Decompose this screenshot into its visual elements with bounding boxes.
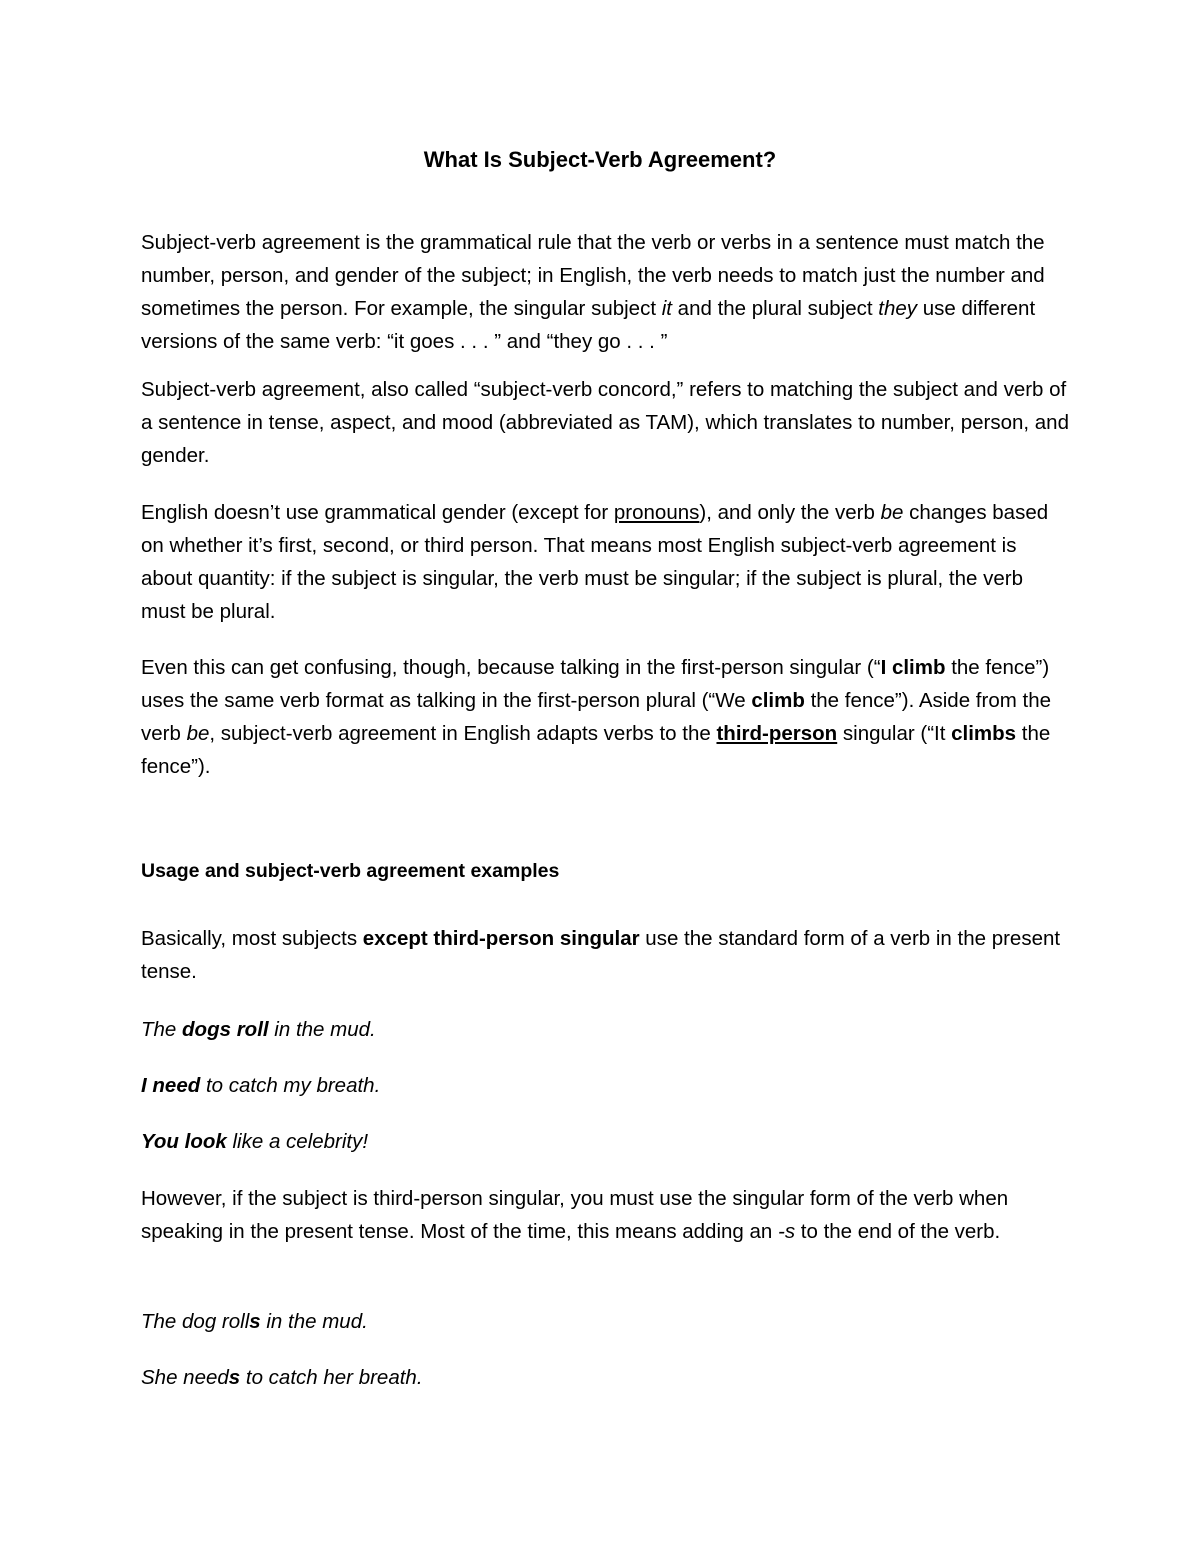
text: use the standard form of a verb in the present tense. [141, 927, 1061, 983]
text: singular (“It [837, 722, 952, 745]
example-you-look [141, 1125, 1071, 1158]
paragraph-confusing [141, 651, 1071, 783]
text: Subject-verb agreement is the grammatical rule that the verb or verbs in a sentence must match the number, person, and gender of the subject; in English, the verb needs to match just the number and sometimes the person. For example, the singular subject [141, 231, 1045, 320]
bold-text: You look [141, 1130, 227, 1153]
bold-text: climb [751, 689, 805, 712]
text: the fence”). Aside from the verb [141, 689, 1051, 745]
text: the fence”) uses the same verb format as talking in the first-person plural (“We [141, 656, 1050, 712]
text: like a celebrity! [226, 1130, 369, 1153]
document-title: What Is Subject-Verb Agreement? [423, 147, 777, 172]
text: ), and only the verb [699, 501, 881, 524]
bold-text: s [228, 1366, 241, 1389]
example-she-needs [141, 1361, 1071, 1394]
example-i-need [141, 1069, 1071, 1102]
text: to catch her breath. [240, 1366, 423, 1389]
text: Basically, most subjects [141, 927, 363, 950]
bold-text: dogs roll [182, 1018, 269, 1041]
text: , subject-verb agreement in English adapts verbs to the [209, 722, 717, 745]
paragraph-however [141, 1182, 1071, 1248]
third-person-link[interactable]: third-person [716, 722, 838, 745]
italic-text: -s [778, 1220, 796, 1243]
bold-text: s [249, 1310, 261, 1333]
italic-text: they [878, 297, 917, 320]
paragraph-concord: Subject-verb agreement, also called “subject-verb concord,” refers to matching the subject and verb of a sentence in tense, aspect, and mood (abbreviated as TAM), which translates to number, person, and gender. [141, 378, 1069, 467]
text: and the plural subject [671, 297, 879, 320]
italic-text: be [880, 501, 904, 524]
pronouns-link[interactable]: pronouns [613, 501, 700, 524]
text: The [141, 1018, 183, 1041]
text: changes based on whether it’s first, second, or third person. That means most English subject-verb agreement is about quantity: if the subject is singular, the verb must be singular; if the subject is plural, the verb must be plural. [141, 501, 1049, 623]
paragraph-basically [141, 922, 1071, 988]
text: use different versions of the same verb: “it goes . . . ” and “they go . . . ” [141, 297, 1036, 353]
text: She need [141, 1366, 229, 1389]
italic-text: be [186, 722, 210, 745]
text: to catch my breath. [200, 1074, 381, 1097]
paragraph-gender [141, 496, 1071, 628]
bold-text: I climb [880, 656, 946, 679]
bold-text: except third-person singular [362, 927, 640, 950]
text: English doesn’t use grammatical gender (except for [141, 501, 614, 524]
text: to the end of the verb. [795, 1220, 1001, 1243]
text: in the mud. [268, 1018, 376, 1041]
example-dogs-roll [141, 1013, 1071, 1046]
text: However, if the subject is third-person singular, you must use the singular form of the verb when speaking in the present tense. Most of the time, this means adding an [141, 1187, 1009, 1243]
section-heading: Usage and subject-verb agreement examples [141, 860, 560, 882]
italic-text: it [661, 297, 672, 320]
bold-text: I need [141, 1074, 201, 1097]
text: the fence”). [141, 722, 1051, 778]
paragraph-definition [141, 226, 1071, 358]
text: Even this can get confusing, though, because talking in the first-person singular (“ [141, 656, 881, 679]
text: in the mud. [260, 1310, 368, 1333]
example-dog-rolls [141, 1305, 1071, 1338]
bold-text: climbs [951, 722, 1017, 745]
text: The dog roll [141, 1310, 250, 1333]
